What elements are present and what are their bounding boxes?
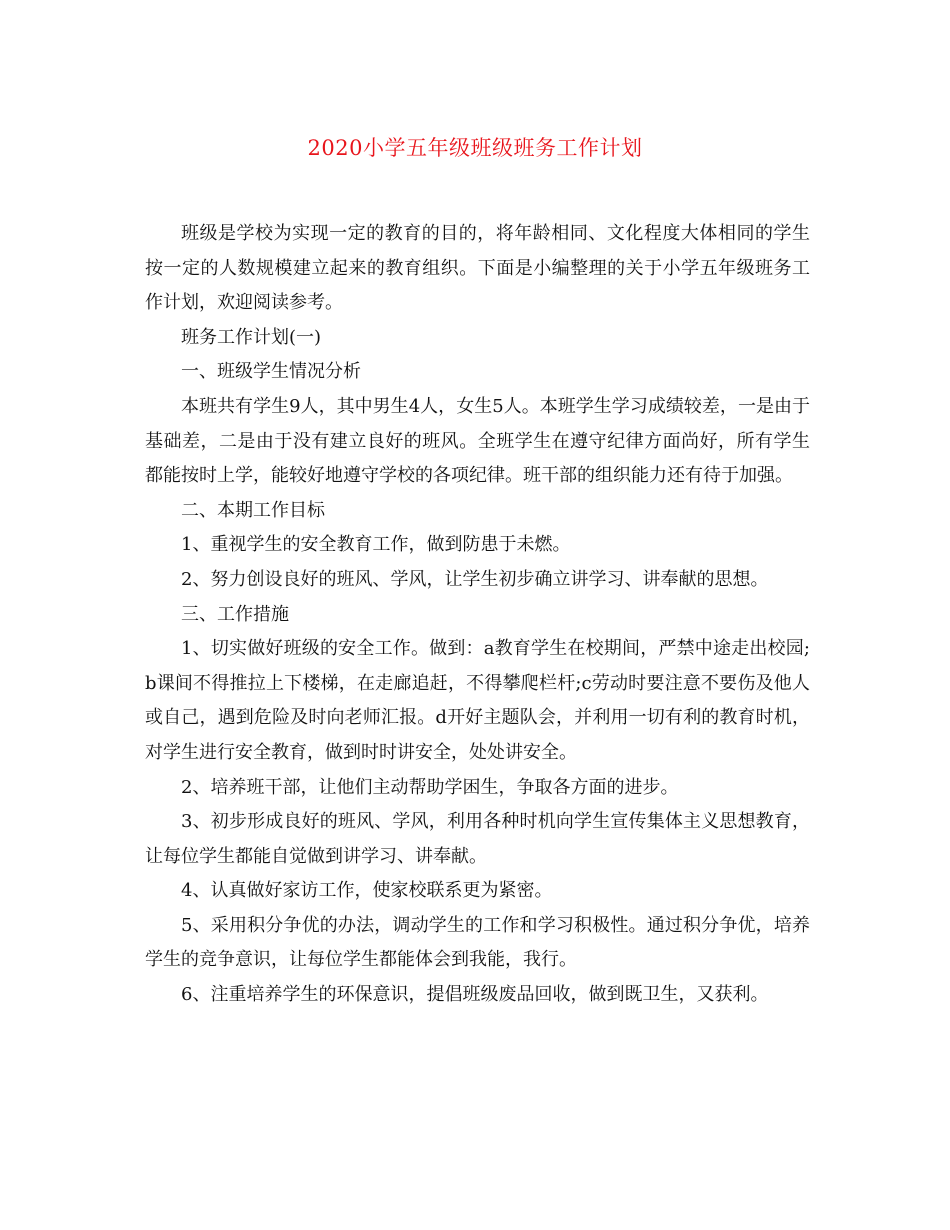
section-heading-3: 三、工作措施 <box>181 603 289 625</box>
measure-item-4: 4、认真做好家访工作，使家校联系更为紧密。 <box>181 880 553 902</box>
intro-paragraph: 班级是学校为实现一定的教育的目的，将年龄相同、文化程度大体相同的学生按一定的人数规模建立起来的教育组织。下面是小编整理的关于小学五年级班务工作计划，欢迎阅读参考。 <box>145 223 810 314</box>
section-heading-1: 一、班级学生情况分析 <box>181 361 361 383</box>
class-analysis-paragraph: 本班共有学生9人，其中男生4人，女生5人。本班学生学习成绩较差，一是由于基础差，二是由于没有建立良好的班风。全班学生在遵守纪律方面尚好，所有学生都能按时上学，能较好地遵守学校的各项纪律。班干部的组织能力还有待于加强。 <box>145 395 810 487</box>
measure-item-3: 3、初步形成良好的班风、学风，利用各种时机向学生宣传集体主义思想教育，让每位学生都能自觉做到讲学习、讲奉献。 <box>145 811 810 867</box>
measure-item-5: 5、采用积分争优的办法，调动学生的工作和学习积极性。通过积分争优，培养学生的竞争意识，让每位学生都能体会到我能，我行。 <box>145 914 810 971</box>
document-title: 2020小学五年级班级班务工作计划 <box>307 136 643 160</box>
goal-item-2: 2、努力创设良好的班风、学风，让学生初步确立讲学习、讲奉献的思想。 <box>181 568 769 590</box>
goal-item-1: 1、重视学生的安全教育工作，做到防患于未燃。 <box>181 534 571 556</box>
measure-item-2: 2、培养班干部，让他们主动帮助学困生，争取各方面的进步。 <box>181 776 679 798</box>
plan-heading: 班务工作计划(一) <box>181 326 322 348</box>
measure-item-1: 1、切实做好班级的安全工作。做到：a教育学生在校期间，严禁中途走出校园;b课间不得推拉上下楼梯，在走廊追赶，不得攀爬栏杆;c劳动时要注意不要伤及他人或自己，遇到危险及时向老师汇报。d开好主题队会，并利用一切有利的教育时机，对学生进行安全教育，做到时时讲安全，处处讲安全。 <box>145 638 810 763</box>
section-heading-2: 二、本期工作目标 <box>181 499 325 521</box>
document-body <box>145 217 810 1013</box>
measure-item-6: 6、注重培养学生的环保意识，提倡班级废品回收，做到既卫生，又获利。 <box>181 984 769 1006</box>
